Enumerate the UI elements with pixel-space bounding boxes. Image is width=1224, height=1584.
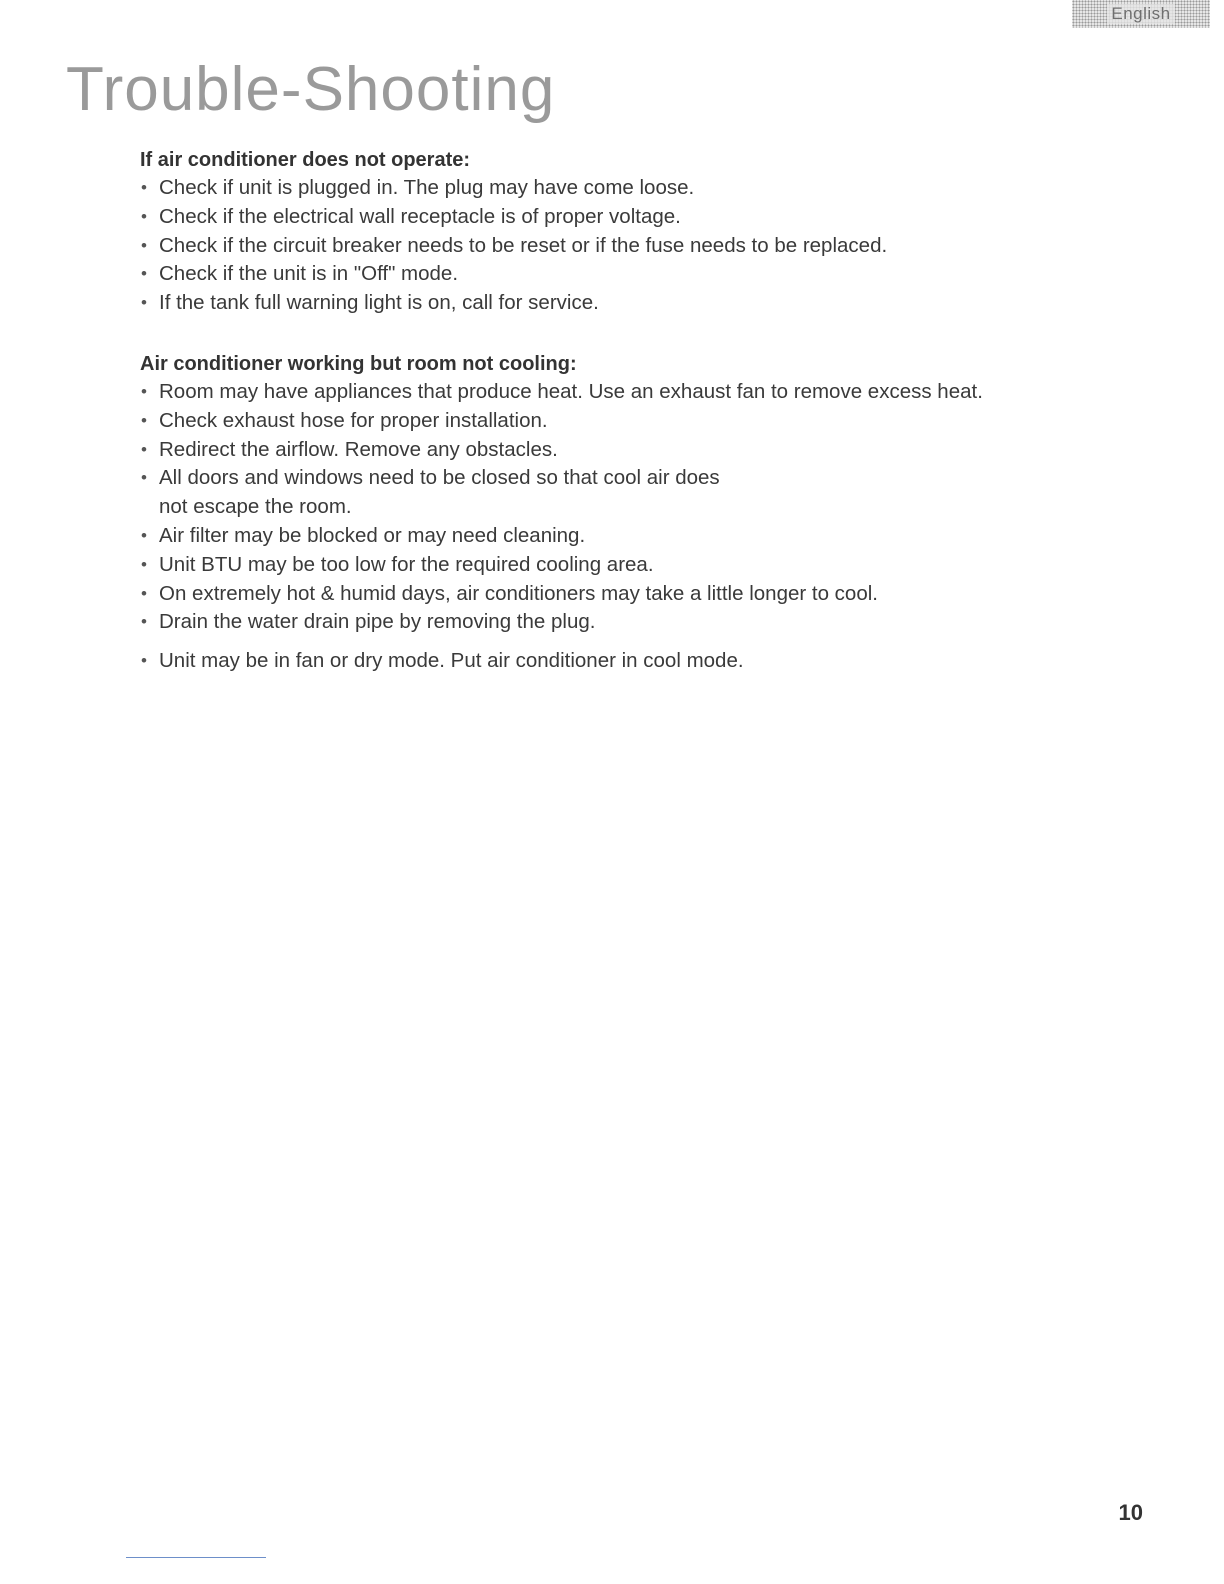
list-item-continuation — [140, 493, 1160, 522]
bullet-icon: • — [141, 439, 147, 459]
bullet-icon: • — [141, 651, 147, 671]
list-item — [140, 203, 1160, 232]
section-heading-not-operate: If air conditioner does not operate: — [140, 149, 471, 171]
list-item-text: Check if the unit is in "Off" mode. — [159, 262, 459, 286]
list-item-text: Redirect the airflow. Remove any obstacles. — [159, 437, 558, 461]
bullet-icon: • — [141, 468, 147, 488]
bullet-icon: • — [141, 206, 147, 226]
bullet-icon: • — [141, 381, 147, 401]
troubleshooting-content — [140, 146, 1160, 676]
list-item-text: Drain the water drain pipe by removing the plug. — [159, 610, 596, 634]
list-item — [140, 378, 1160, 407]
list-item-text: Unit BTU may be too low for the required cooling area. — [159, 552, 654, 576]
language-tab — [1072, 0, 1210, 28]
not-operate-list — [140, 174, 1160, 318]
list-item — [140, 289, 1160, 318]
language-label: English — [1107, 4, 1174, 24]
list-item — [140, 407, 1160, 436]
bullet-icon: • — [141, 525, 147, 545]
list-item — [140, 647, 1160, 676]
list-item — [140, 522, 1160, 551]
list-item-text: If the tank full warning light is on, call for service. — [159, 291, 599, 315]
list-item-text: Air filter may be blocked or may need cleaning. — [159, 523, 586, 547]
bullet-icon: • — [141, 583, 147, 603]
list-item-text: Check if unit is plugged in. The plug may have come loose. — [159, 176, 695, 199]
list-item-text: Room may have appliances that produce heat. Use an exhaust fan to remove excess heat. — [159, 379, 983, 403]
bullet-icon: • — [141, 264, 147, 284]
footer-divider — [126, 1557, 266, 1558]
bullet-icon: • — [141, 612, 147, 632]
bullet-icon: • — [141, 554, 147, 574]
list-item — [140, 464, 1160, 493]
list-item — [140, 232, 1160, 261]
section-heading-not-cooling: Air conditioner working but room not cooling: — [140, 352, 577, 375]
bullet-icon: • — [141, 410, 147, 430]
list-item — [140, 174, 1160, 203]
list-item — [140, 551, 1160, 580]
list-item-text: On extremely hot & humid days, air conditioners may take a little longer to cool. — [159, 581, 878, 605]
bullet-icon: • — [141, 178, 147, 197]
page-title: Trouble-Shooting — [66, 55, 556, 124]
list-item-text: not escape the room. — [159, 495, 352, 519]
list-item-text: Check if the electrical wall receptacle is of proper voltage. — [159, 204, 681, 228]
list-item-text: Check exhaust hose for proper installation. — [159, 408, 548, 432]
list-item — [140, 608, 1160, 637]
not-cooling-list — [140, 378, 1160, 676]
bullet-icon: • — [141, 293, 147, 313]
bullet-icon: • — [141, 235, 147, 255]
list-item — [140, 260, 1160, 289]
list-item-text: Unit may be in fan or dry mode. Put air conditioner in cool mode. — [159, 649, 744, 673]
list-item-text: All doors and windows need to be closed so that cool air does — [159, 466, 720, 490]
page-number: 10 — [1118, 1500, 1143, 1525]
list-item — [140, 436, 1160, 465]
list-item — [140, 580, 1160, 609]
list-item-text: Check if the circuit breaker needs to be reset or if the fuse needs to be replaced. — [159, 233, 888, 257]
